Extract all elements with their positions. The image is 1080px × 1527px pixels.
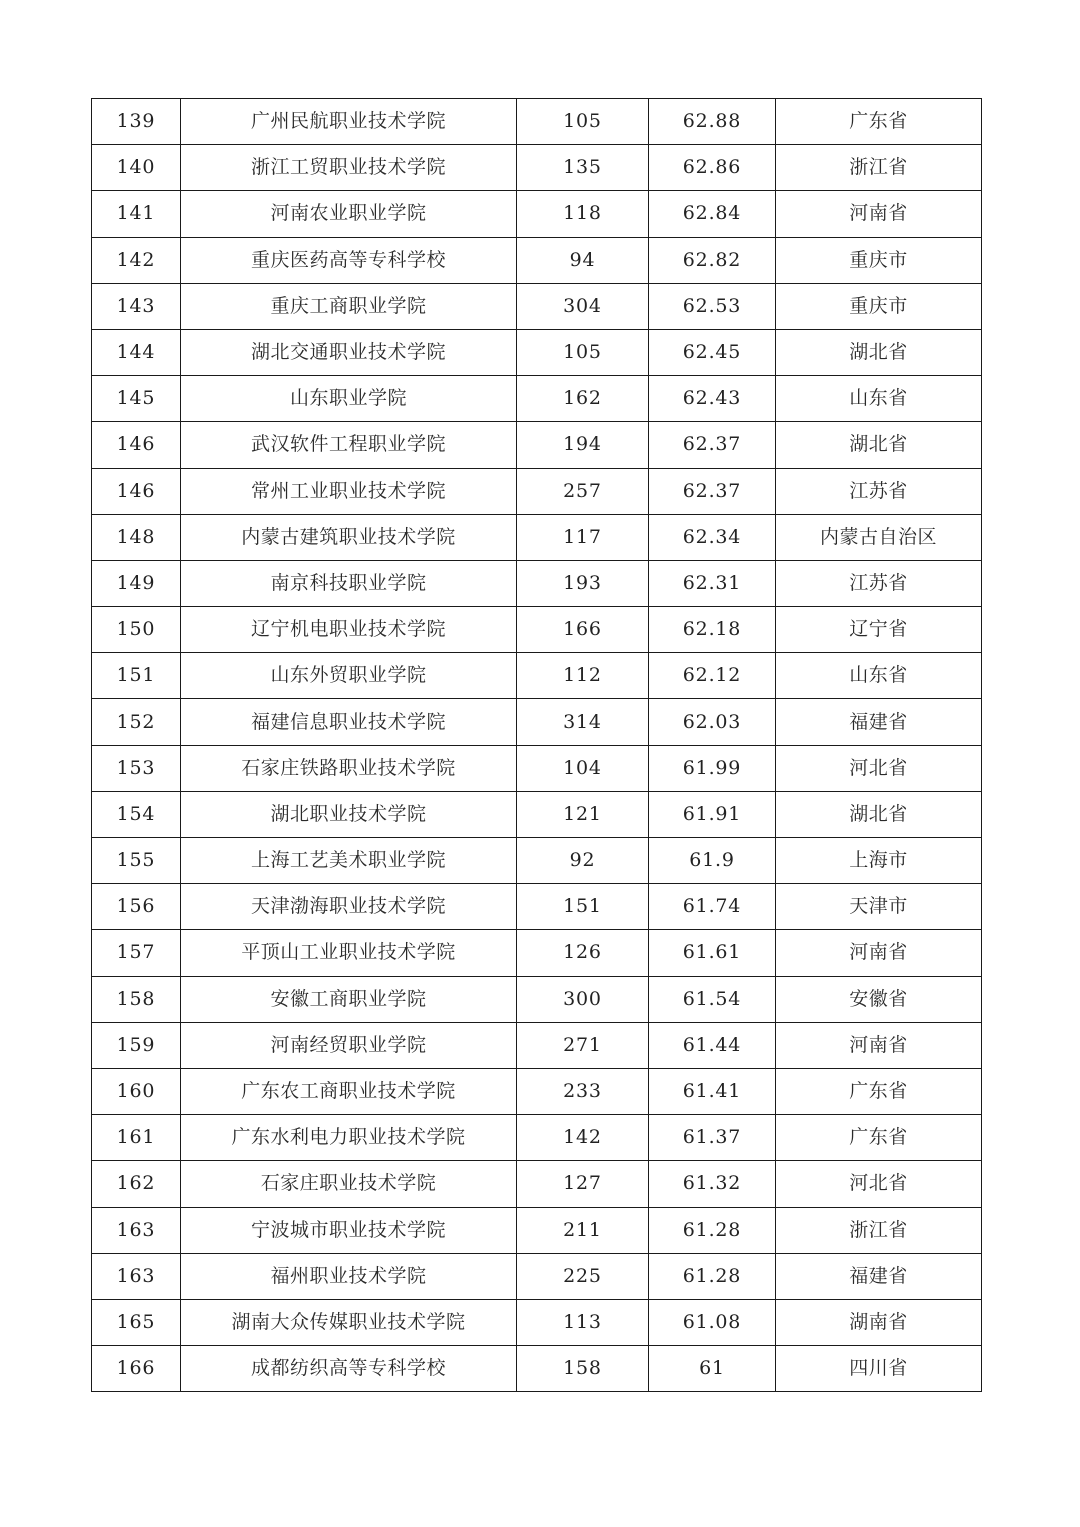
score-cell: 62.88 bbox=[649, 99, 776, 145]
score-cell: 61.28 bbox=[649, 1253, 776, 1299]
table-row bbox=[92, 791, 982, 837]
score-cell: 62.18 bbox=[649, 607, 776, 653]
table-row bbox=[92, 976, 982, 1022]
table-row bbox=[92, 1161, 982, 1207]
school-name-cell: 石家庄职业技术学院 bbox=[181, 1161, 517, 1207]
table-row bbox=[92, 283, 982, 329]
table-row bbox=[92, 884, 982, 930]
table-row bbox=[92, 1207, 982, 1253]
count-cell: 105 bbox=[517, 329, 649, 375]
score-cell: 61.37 bbox=[649, 1115, 776, 1161]
school-name-cell: 福建信息职业技术学院 bbox=[181, 699, 517, 745]
rank-cell: 142 bbox=[92, 237, 181, 283]
table-row bbox=[92, 607, 982, 653]
rank-cell: 146 bbox=[92, 468, 181, 514]
count-cell: 117 bbox=[517, 514, 649, 560]
count-cell: 257 bbox=[517, 468, 649, 514]
table-row bbox=[92, 930, 982, 976]
score-cell: 62.12 bbox=[649, 653, 776, 699]
count-cell: 194 bbox=[517, 422, 649, 468]
table-row bbox=[92, 468, 982, 514]
rank-cell: 153 bbox=[92, 745, 181, 791]
table-row bbox=[92, 237, 982, 283]
region-cell: 江苏省 bbox=[776, 468, 982, 514]
school-name-cell: 广东农工商职业技术学院 bbox=[181, 1068, 517, 1114]
count-cell: 113 bbox=[517, 1299, 649, 1345]
table-row bbox=[92, 699, 982, 745]
score-cell: 62.43 bbox=[649, 376, 776, 422]
count-cell: 300 bbox=[517, 976, 649, 1022]
score-cell: 62.45 bbox=[649, 329, 776, 375]
count-cell: 94 bbox=[517, 237, 649, 283]
region-cell: 辽宁省 bbox=[776, 607, 982, 653]
school-name-cell: 石家庄铁路职业技术学院 bbox=[181, 745, 517, 791]
score-cell: 62.34 bbox=[649, 514, 776, 560]
table-row bbox=[92, 745, 982, 791]
region-cell: 广东省 bbox=[776, 1068, 982, 1114]
score-cell: 62.86 bbox=[649, 145, 776, 191]
school-name-cell: 广州民航职业技术学院 bbox=[181, 99, 517, 145]
score-cell: 61.91 bbox=[649, 791, 776, 837]
region-cell: 广东省 bbox=[776, 99, 982, 145]
region-cell: 广东省 bbox=[776, 1115, 982, 1161]
table-row bbox=[92, 329, 982, 375]
school-name-cell: 湖南大众传媒职业技术学院 bbox=[181, 1299, 517, 1345]
score-cell: 62.31 bbox=[649, 560, 776, 606]
rank-cell: 145 bbox=[92, 376, 181, 422]
count-cell: 158 bbox=[517, 1346, 649, 1392]
school-name-cell: 山东职业学院 bbox=[181, 376, 517, 422]
count-cell: 126 bbox=[517, 930, 649, 976]
count-cell: 92 bbox=[517, 838, 649, 884]
school-name-cell: 辽宁机电职业技术学院 bbox=[181, 607, 517, 653]
count-cell: 271 bbox=[517, 1022, 649, 1068]
school-name-cell: 武汉软件工程职业学院 bbox=[181, 422, 517, 468]
region-cell: 重庆市 bbox=[776, 237, 982, 283]
rank-cell: 143 bbox=[92, 283, 181, 329]
count-cell: 162 bbox=[517, 376, 649, 422]
rank-cell: 160 bbox=[92, 1068, 181, 1114]
table-row bbox=[92, 99, 982, 145]
count-cell: 304 bbox=[517, 283, 649, 329]
table-row bbox=[92, 1346, 982, 1392]
score-cell: 61.44 bbox=[649, 1022, 776, 1068]
rank-cell: 166 bbox=[92, 1346, 181, 1392]
score-cell: 61 bbox=[649, 1346, 776, 1392]
ranking-table bbox=[91, 98, 982, 1392]
rank-cell: 155 bbox=[92, 838, 181, 884]
table-row bbox=[92, 1022, 982, 1068]
count-cell: 314 bbox=[517, 699, 649, 745]
score-cell: 62.84 bbox=[649, 191, 776, 237]
school-name-cell: 常州工业职业技术学院 bbox=[181, 468, 517, 514]
region-cell: 河南省 bbox=[776, 930, 982, 976]
region-cell: 河北省 bbox=[776, 1161, 982, 1207]
rank-cell: 158 bbox=[92, 976, 181, 1022]
table-body bbox=[92, 99, 982, 1392]
rank-cell: 163 bbox=[92, 1253, 181, 1299]
region-cell: 湖北省 bbox=[776, 422, 982, 468]
count-cell: 112 bbox=[517, 653, 649, 699]
count-cell: 225 bbox=[517, 1253, 649, 1299]
region-cell: 重庆市 bbox=[776, 283, 982, 329]
region-cell: 河南省 bbox=[776, 191, 982, 237]
rank-cell: 156 bbox=[92, 884, 181, 930]
rank-cell: 151 bbox=[92, 653, 181, 699]
school-name-cell: 平顶山工业职业技术学院 bbox=[181, 930, 517, 976]
school-name-cell: 福州职业技术学院 bbox=[181, 1253, 517, 1299]
rank-cell: 149 bbox=[92, 560, 181, 606]
rank-cell: 146 bbox=[92, 422, 181, 468]
score-cell: 61.74 bbox=[649, 884, 776, 930]
rank-cell: 161 bbox=[92, 1115, 181, 1161]
count-cell: 211 bbox=[517, 1207, 649, 1253]
table-row bbox=[92, 422, 982, 468]
count-cell: 121 bbox=[517, 791, 649, 837]
school-name-cell: 上海工艺美术职业学院 bbox=[181, 838, 517, 884]
region-cell: 湖北省 bbox=[776, 791, 982, 837]
school-name-cell: 山东外贸职业学院 bbox=[181, 653, 517, 699]
region-cell: 江苏省 bbox=[776, 560, 982, 606]
school-name-cell: 宁波城市职业技术学院 bbox=[181, 1207, 517, 1253]
region-cell: 河北省 bbox=[776, 745, 982, 791]
table-row bbox=[92, 376, 982, 422]
school-name-cell: 内蒙古建筑职业技术学院 bbox=[181, 514, 517, 560]
region-cell: 福建省 bbox=[776, 699, 982, 745]
rank-cell: 165 bbox=[92, 1299, 181, 1345]
score-cell: 62.82 bbox=[649, 237, 776, 283]
region-cell: 湖南省 bbox=[776, 1299, 982, 1345]
school-name-cell: 湖北职业技术学院 bbox=[181, 791, 517, 837]
table-row bbox=[92, 1253, 982, 1299]
table-row bbox=[92, 191, 982, 237]
count-cell: 104 bbox=[517, 745, 649, 791]
region-cell: 安徽省 bbox=[776, 976, 982, 1022]
school-name-cell: 安徽工商职业学院 bbox=[181, 976, 517, 1022]
score-cell: 61.08 bbox=[649, 1299, 776, 1345]
region-cell: 四川省 bbox=[776, 1346, 982, 1392]
region-cell: 山东省 bbox=[776, 653, 982, 699]
region-cell: 河南省 bbox=[776, 1022, 982, 1068]
score-cell: 62.03 bbox=[649, 699, 776, 745]
score-cell: 61.32 bbox=[649, 1161, 776, 1207]
rank-cell: 150 bbox=[92, 607, 181, 653]
count-cell: 193 bbox=[517, 560, 649, 606]
school-name-cell: 广东水利电力职业技术学院 bbox=[181, 1115, 517, 1161]
school-name-cell: 天津渤海职业技术学院 bbox=[181, 884, 517, 930]
count-cell: 118 bbox=[517, 191, 649, 237]
count-cell: 233 bbox=[517, 1068, 649, 1114]
score-cell: 61.41 bbox=[649, 1068, 776, 1114]
table-row bbox=[92, 1068, 982, 1114]
score-cell: 61.99 bbox=[649, 745, 776, 791]
school-name-cell: 河南农业职业学院 bbox=[181, 191, 517, 237]
region-cell: 内蒙古自治区 bbox=[776, 514, 982, 560]
rank-cell: 140 bbox=[92, 145, 181, 191]
table-row bbox=[92, 838, 982, 884]
region-cell: 天津市 bbox=[776, 884, 982, 930]
rank-cell: 144 bbox=[92, 329, 181, 375]
table-row bbox=[92, 653, 982, 699]
region-cell: 福建省 bbox=[776, 1253, 982, 1299]
count-cell: 127 bbox=[517, 1161, 649, 1207]
count-cell: 166 bbox=[517, 607, 649, 653]
school-name-cell: 重庆工商职业学院 bbox=[181, 283, 517, 329]
rank-cell: 141 bbox=[92, 191, 181, 237]
table-row bbox=[92, 145, 982, 191]
rank-cell: 148 bbox=[92, 514, 181, 560]
rank-cell: 152 bbox=[92, 699, 181, 745]
school-name-cell: 重庆医药高等专科学校 bbox=[181, 237, 517, 283]
region-cell: 浙江省 bbox=[776, 1207, 982, 1253]
count-cell: 135 bbox=[517, 145, 649, 191]
score-cell: 61.61 bbox=[649, 930, 776, 976]
score-cell: 62.37 bbox=[649, 422, 776, 468]
score-cell: 62.37 bbox=[649, 468, 776, 514]
school-name-cell: 南京科技职业学院 bbox=[181, 560, 517, 606]
rank-cell: 139 bbox=[92, 99, 181, 145]
region-cell: 浙江省 bbox=[776, 145, 982, 191]
table-row bbox=[92, 1115, 982, 1161]
rank-cell: 163 bbox=[92, 1207, 181, 1253]
rank-cell: 157 bbox=[92, 930, 181, 976]
school-name-cell: 河南经贸职业学院 bbox=[181, 1022, 517, 1068]
score-cell: 61.9 bbox=[649, 838, 776, 884]
school-name-cell: 浙江工贸职业技术学院 bbox=[181, 145, 517, 191]
table-row bbox=[92, 1299, 982, 1345]
table-row bbox=[92, 514, 982, 560]
rank-cell: 162 bbox=[92, 1161, 181, 1207]
region-cell: 山东省 bbox=[776, 376, 982, 422]
count-cell: 105 bbox=[517, 99, 649, 145]
region-cell: 湖北省 bbox=[776, 329, 982, 375]
count-cell: 142 bbox=[517, 1115, 649, 1161]
rank-cell: 154 bbox=[92, 791, 181, 837]
score-cell: 61.28 bbox=[649, 1207, 776, 1253]
score-cell: 61.54 bbox=[649, 976, 776, 1022]
region-cell: 上海市 bbox=[776, 838, 982, 884]
table-row bbox=[92, 560, 982, 606]
school-name-cell: 成都纺织高等专科学校 bbox=[181, 1346, 517, 1392]
rank-cell: 159 bbox=[92, 1022, 181, 1068]
count-cell: 151 bbox=[517, 884, 649, 930]
school-name-cell: 湖北交通职业技术学院 bbox=[181, 329, 517, 375]
score-cell: 62.53 bbox=[649, 283, 776, 329]
